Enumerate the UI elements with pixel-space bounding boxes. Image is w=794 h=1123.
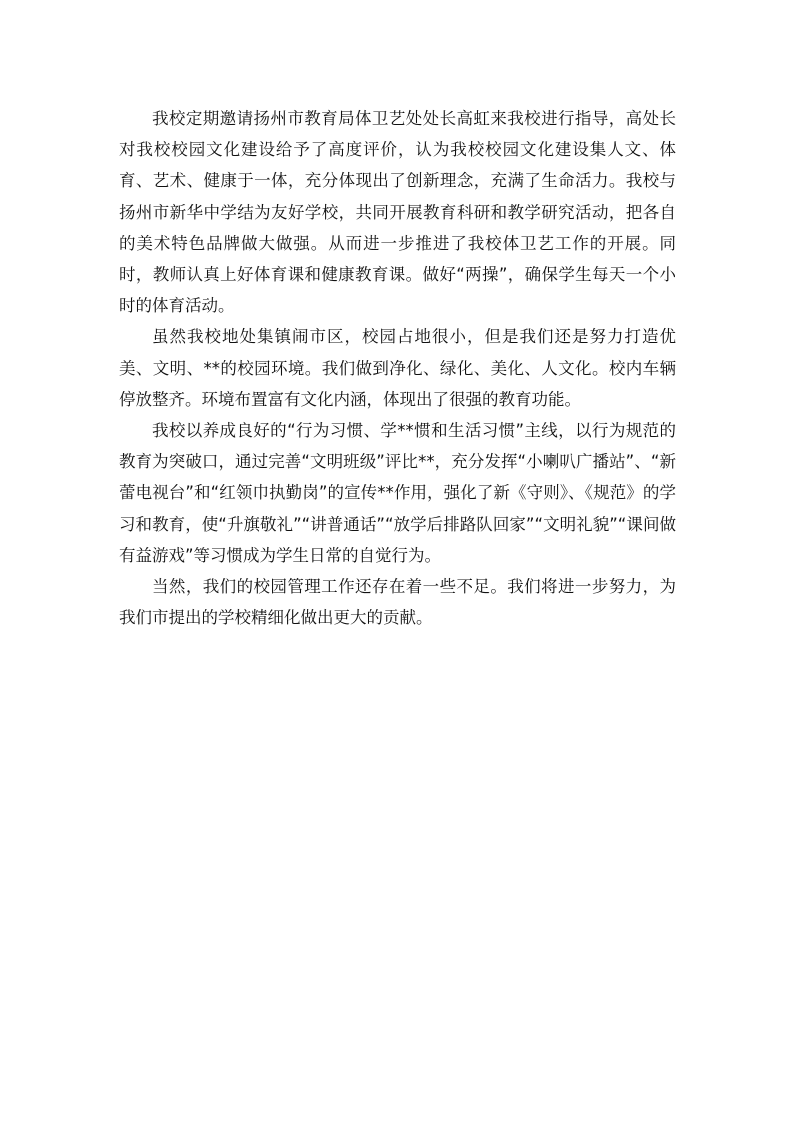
paragraph-1: 我校定期邀请扬州市教育局体卫艺处处长高虹来我校进行指导，高处长对我校校园文化建设给予了高度评价，认为我校校园文化建设集人文、体育、艺术、健康于一体，充分体现出了创新理念，充满了生命活力。我校与扬州市新华中学结为友好学校，共同开展教育科研和教学研究活动，把各自的美术特色品牌做大做强。从而进一步推进了我校体卫艺工作的开展。同时，教师认真上好体育课和健康教育课。做好“两操”，确保学生每天一个小时的体育活动。: [119, 109, 676, 316]
paragraph-4: 当然，我们的校园管理工作还存在着一些不足。我们将进一步努力，为我们市提出的学校精细化做出更大的贡献。: [119, 577, 676, 628]
paragraph-3: 我校以养成良好的“行为习惯、学**惯和生活习惯”主线，以行为规范的教育为突破口，通过完善“文明班级”评比**，充分发挥“小喇叭广播站”、“新蕾电视台”和“红领巾执勤岗”的宣传**作用，强化了新《守则》、《规范》的学习和教育，使“升旗敬礼”“讲普通话”“放学后排路队回家”“文明礼貌”“课间做有益游戏”等习惯成为学生日常的自觉行为。: [119, 421, 676, 565]
document-body: [119, 103, 676, 633]
paragraph-2: 虽然我校地处集镇闹市区，校园占地很小，但是我们还是努力打造优美、文明、**的校园环境。我们做到净化、绿化、美化、人文化。校内车辆停放整齐。环境布置富有文化内涵，体现出了很强的教育功能。: [119, 327, 676, 409]
